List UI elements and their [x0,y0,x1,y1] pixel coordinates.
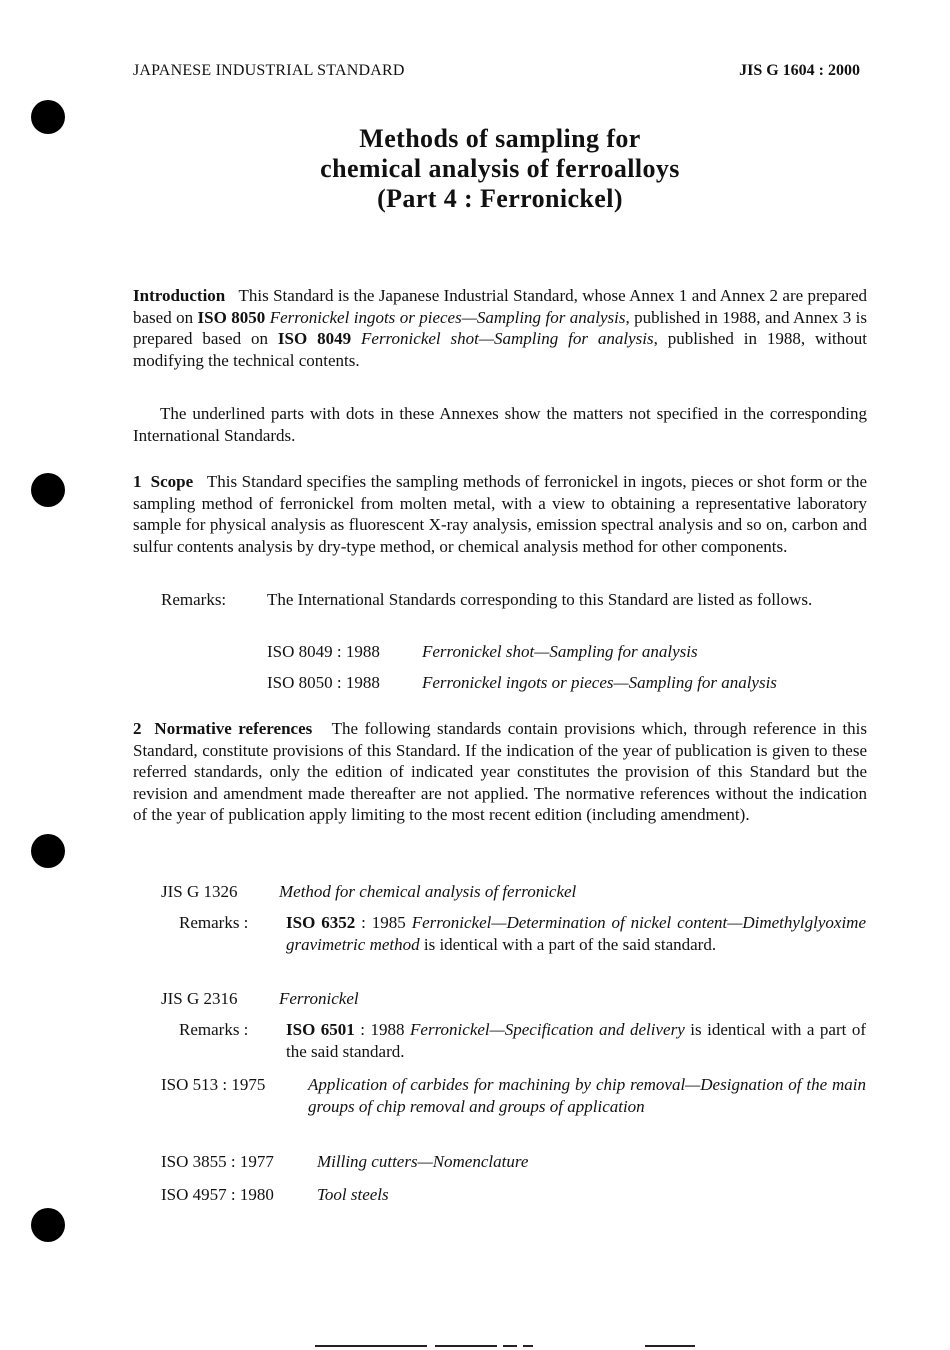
remarks-iso-year: : 1985 [355,913,412,932]
remarks-tail: is identical with a part of the said standard. [286,1020,866,1061]
binder-hole [31,100,65,134]
scope-remarks-text: The International Standards corresponding to this Standard are listed as follows. [267,590,813,609]
header-standard-number: JIS G 1604 : 2000 [739,62,860,79]
remarks-iso-year: : 1988 [354,1020,411,1039]
title-line-3: (Part 4 : Ferronickel) [377,184,623,213]
intro-text-1: This Standard is the Japanese Industrial Standard, whose Annex 1 and Annex 2 are prepared based on [133,286,868,327]
scope-heading: Scope [150,472,194,491]
intro-text-2: , published in 1988, and Annex 3 is prepared based on [133,307,867,349]
normative-text: The following standards contain provisions which, through reference in this Standard, constitute provisions of this Standard. If the indication of the year of publication is given to these referred standards, only the edition of indicated year constitutes the provision of this Standard but the revision and amendment made thereafter are not applied. The normative references without the indication of the year of publication apply limiting to the most recent edition (including amendment). [133,719,868,825]
introduction-heading: Introduction [133,286,226,305]
header-standard-name: JAPANESE INDUSTRIAL STANDARD [133,62,405,79]
iso-list-title: Ferronickel shot—Sampling for analysis [422,642,698,661]
ref-title-jis-g-1326: Method for chemical analysis of ferronickel [279,882,577,901]
ref-title-iso-4957: Tool steels [317,1185,389,1204]
intro-iso-8050-title: Ferronickel ingots or pieces—Sampling for analysis [269,307,626,327]
introduction-paragraph-2: The underlined parts with dots in these Annexes show the matters not specified in the corresponding International Standards. [133,404,867,445]
footer-rule-segment [315,1345,427,1347]
footer-rule-segment [523,1345,533,1347]
normative-references-paragraph [133,718,867,826]
introduction-paragraph [133,285,867,371]
ref-code-iso-3855: ISO 3855 : 1977 [161,1152,274,1171]
binder-hole [31,1208,65,1242]
remarks-iso-number: ISO 6352 [286,913,356,932]
title-line-2: chemical analysis of ferroalloys [320,154,680,183]
footer-rule-segment [435,1345,497,1347]
scope-paragraph [133,471,867,557]
iso-list-code: ISO 8050 : 1988 [267,673,380,692]
iso-list-title: Ferronickel ingots or pieces—Sampling for analysis [422,673,777,692]
scope-remarks-label: Remarks: [161,590,227,609]
iso-list-code: ISO 8049 : 1988 [267,642,380,661]
ref-code-jis-g-2316: JIS G 2316 [161,989,238,1008]
iso-list-item [267,672,380,694]
footer-rule-segment [503,1345,517,1347]
intro-iso-8049-title: Ferronickel shot—Sampling for analysis [361,329,654,349]
footer-rule-segment [645,1345,695,1347]
remarks-tail: is identical with a part of the said standard. [419,934,717,954]
scope-text: This Standard specifies the sampling methods of ferronickel in ingots, pieces or shot form or the sampling method of ferronickel from molten metal, with a view to obtaining a representative laboratory sample for physical analysis as fluorescent X-ray analysis, emission spectral analysis and so on, carbon and sulfur contents analysis by dry-type method, or chemical analysis method for other components. [133,472,868,556]
remarks-iso-number: ISO 6501 [286,1020,355,1039]
intro-text-3: , published in 1988, without modifying the technical contents. [133,329,868,370]
ref-title-jis-g-2316: Ferronickel [279,989,359,1008]
ref-title-iso-513: Application of carbides for machining by chip removal—Designation of the main groups of chip removal and groups of application [308,1075,866,1116]
binder-hole [31,473,65,507]
ref-code-jis-g-1326: JIS G 1326 [161,882,238,901]
intro-iso-8049: ISO 8049 [277,329,352,349]
normative-heading: Normative references [154,719,313,738]
ref-remarks-label: Remarks : [179,913,249,932]
binder-hole [31,834,65,868]
ref-remarks-label: Remarks : [179,1020,249,1039]
title-line-1: Methods of sampling for [359,124,641,153]
iso-list-item [267,641,380,663]
ref-code-iso-4957: ISO 4957 : 1980 [161,1185,274,1204]
remarks-iso-title: Ferronickel—Specification and delivery [410,1020,685,1039]
remarks-iso-title: Ferronickel—Determination of nickel content—Dimethylglyoxime gravimetric method [286,913,866,954]
footer-rule [315,1345,695,1347]
normative-number: 2 [133,719,142,738]
scope-number: 1 [133,472,142,491]
ref-code-iso-513: ISO 513 : 1975 [161,1075,266,1094]
ref-remarks-iso-6352 [286,912,866,955]
ref-remarks-iso-6501 [286,1019,866,1062]
intro-iso-8050: ISO 8050 [197,307,266,327]
ref-title-iso-3855: Milling cutters—Nomenclature [317,1152,529,1171]
document-title [133,124,867,214]
